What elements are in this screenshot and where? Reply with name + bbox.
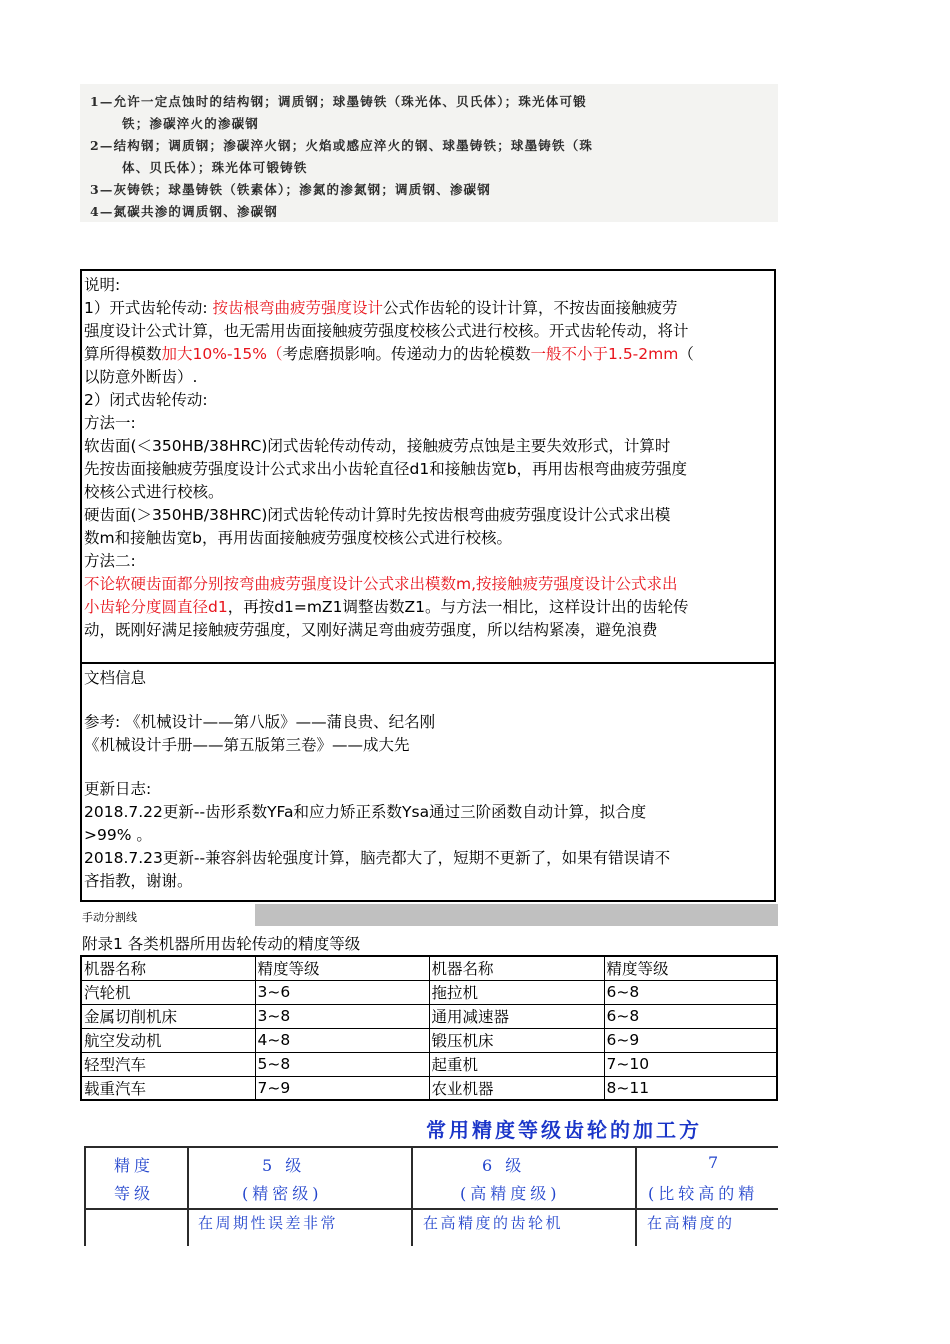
notes-line: 数m和接触齿宽b，再用齿面接触疲劳强度校核公式进行校核。 bbox=[84, 529, 512, 547]
table-row bbox=[81, 1028, 777, 1052]
precision-table bbox=[80, 955, 778, 1101]
notes-line: 硬齿面(＞350HB/38HRC)闭式齿轮传动计算时先按齿根弯曲疲劳强度设计公式求出模 bbox=[84, 506, 671, 524]
legend-line-4: 体、贝氏体）；珠光体可锻铸铁 bbox=[122, 160, 308, 175]
table-cell: 8~11 bbox=[604, 1076, 777, 1100]
notes-open-gear: 1）开式齿轮传动: 按齿根弯曲疲劳强度设计公式作齿轮的设计计算，不按齿面接触疲劳 bbox=[84, 299, 678, 317]
notes-method-two: 方法二: bbox=[84, 552, 136, 570]
scan-table-title: 常用精度等级齿轮的加工方 bbox=[426, 1118, 702, 1142]
scan-text: 在周期性误差非常 bbox=[198, 1214, 339, 1232]
legend-line-3: 2—结构钢；调质钢；渗碳淬火钢；火焰或感应淬火的钢、球墨铸铁；球墨铸铁（珠 bbox=[90, 138, 594, 153]
changelog-entry: 吝指教，谢谢。 bbox=[84, 872, 193, 890]
notes-box bbox=[80, 269, 776, 664]
table-cell: 7~10 bbox=[604, 1052, 777, 1076]
table-cell: 6~9 bbox=[604, 1028, 777, 1052]
table-cell: 汽轮机 bbox=[81, 980, 255, 1004]
divider-bar bbox=[255, 904, 778, 926]
table-row bbox=[81, 1004, 777, 1028]
table-cell: 拖拉机 bbox=[429, 980, 604, 1004]
scan-text: 7 bbox=[708, 1153, 723, 1172]
table-cell: 轻型汽车 bbox=[81, 1052, 255, 1076]
notes-line: 先按齿面接触疲劳强度设计公式求出小齿轮直径d1和接触齿宽b，再用齿根弯曲疲劳强度 bbox=[84, 460, 688, 478]
table-cell: 5~8 bbox=[255, 1052, 429, 1076]
scan-text: (比较高的精 bbox=[648, 1184, 759, 1203]
notes-line: 强度设计公式计算，也无需用齿面接触疲劳强度校核公式进行校核。开式齿轮传动，将计 bbox=[84, 322, 689, 340]
scan-text: 精度 bbox=[114, 1156, 155, 1175]
table-header-row bbox=[81, 956, 777, 980]
table-cell: 7~9 bbox=[255, 1076, 429, 1100]
legend-line-1: 1—允许一定点蚀时的结构钢；调质钢；球墨铸铁（珠光体、贝氏体）；珠光体可锻 bbox=[90, 94, 587, 109]
table-cell: 航空发动机 bbox=[81, 1028, 255, 1052]
table-cell: 载重汽车 bbox=[81, 1076, 255, 1100]
notes-heading: 说明: bbox=[84, 276, 121, 294]
docinfo-box bbox=[80, 664, 776, 902]
table-cell: 农业机器 bbox=[429, 1076, 604, 1100]
table-row bbox=[81, 980, 777, 1004]
scan-text: (精密级) bbox=[242, 1184, 323, 1203]
notes-module-line: 算所得模数加大10%-15%（考虑磨损影响。传递动力的齿轮模数一般不小于1.5-2mm（ bbox=[84, 345, 694, 363]
table-header-cell: 精度等级 bbox=[604, 956, 777, 980]
docinfo-title: 文档信息 bbox=[84, 669, 147, 687]
table-row bbox=[81, 1076, 777, 1100]
notes-line: 软齿面(＜350HB/38HRC)闭式齿轮传动传动，接触疲劳点蚀是主要失效形式，计算时 bbox=[84, 437, 671, 455]
docinfo-ref-2: 《机械设计手册——第五版第三卷》——成大先 bbox=[84, 736, 410, 754]
scan-cell bbox=[84, 1208, 189, 1246]
legend-line-5: 3—灰铸铁；球墨铸铁（铁素体）；渗氮的渗氮钢；调质钢、渗碳钢 bbox=[90, 182, 491, 197]
table-cell: 3~6 bbox=[255, 980, 429, 1004]
notes-line: 动，既刚好满足接触疲劳强度，又刚好满足弯曲疲劳强度，所以结构紧凑，避免浪费 bbox=[84, 621, 658, 639]
table-cell: 4~8 bbox=[255, 1028, 429, 1052]
divider-label: 手动分割线 bbox=[82, 911, 137, 924]
scan-text: (高精度级) bbox=[460, 1184, 561, 1203]
table-header-cell: 精度等级 bbox=[255, 956, 429, 980]
notes-line-highlight: 不论软硬齿面都分别按弯曲疲劳强度设计公式求出模数m,按接触疲劳强度设计公式求出 bbox=[84, 575, 678, 593]
table-cell: 锻压机床 bbox=[429, 1028, 604, 1052]
changelog-title: 更新日志: bbox=[84, 780, 152, 798]
appendix-title: 附录1 各类机器所用齿轮传动的精度等级 bbox=[82, 935, 361, 953]
table-cell: 6~8 bbox=[604, 980, 777, 1004]
table-row bbox=[81, 1052, 777, 1076]
table-cell: 3~8 bbox=[255, 1004, 429, 1028]
notes-line: 小齿轮分度圆直径d1，再按d1=mZ1调整齿数Z1。与方法一相比，这样设计出的齿轮传 bbox=[84, 598, 689, 616]
scan-text: 在高精度的齿轮机 bbox=[423, 1214, 564, 1232]
notes-line: 以防意外断齿）. bbox=[84, 368, 198, 386]
scan-legend-image bbox=[80, 84, 778, 222]
scan-text: 在高精度的 bbox=[647, 1214, 735, 1232]
table-cell: 6~8 bbox=[604, 1004, 777, 1028]
table-cell: 通用减速器 bbox=[429, 1004, 604, 1028]
scan-text: 等级 bbox=[114, 1184, 155, 1203]
docinfo-ref-1: 参考: 《机械设计——第八版》——蒲良贵、纪名刚 bbox=[84, 713, 436, 731]
scan-text: 5 级 bbox=[262, 1156, 306, 1175]
scan-machining-table-image bbox=[80, 1112, 778, 1246]
notes-method-one: 方法一: bbox=[84, 414, 136, 432]
legend-line-6: 4—氮碳共渗的调质钢、渗碳钢 bbox=[90, 204, 278, 219]
legend-line-2: 铁；渗碳淬火的渗碳钢 bbox=[122, 116, 260, 131]
changelog-entry: >99% 。 bbox=[84, 826, 152, 844]
changelog-entry: 2018.7.23更新--兼容斜齿轮强度计算，脑壳都大了，短期不更新了，如果有错误请不 bbox=[84, 849, 671, 867]
table-header-cell: 机器名称 bbox=[81, 956, 255, 980]
notes-closed-gear: 2）闭式齿轮传动: bbox=[84, 391, 208, 409]
table-header-cell: 机器名称 bbox=[429, 956, 604, 980]
notes-line: 校核公式进行校核。 bbox=[84, 483, 224, 501]
table-cell: 起重机 bbox=[429, 1052, 604, 1076]
changelog-entry: 2018.7.22更新--齿形系数YFa和应力矫正系数Ysa通过三阶函数自动计算，拟合度 bbox=[84, 803, 647, 821]
table-cell: 金属切削机床 bbox=[81, 1004, 255, 1028]
scan-text: 6 级 bbox=[482, 1156, 526, 1175]
